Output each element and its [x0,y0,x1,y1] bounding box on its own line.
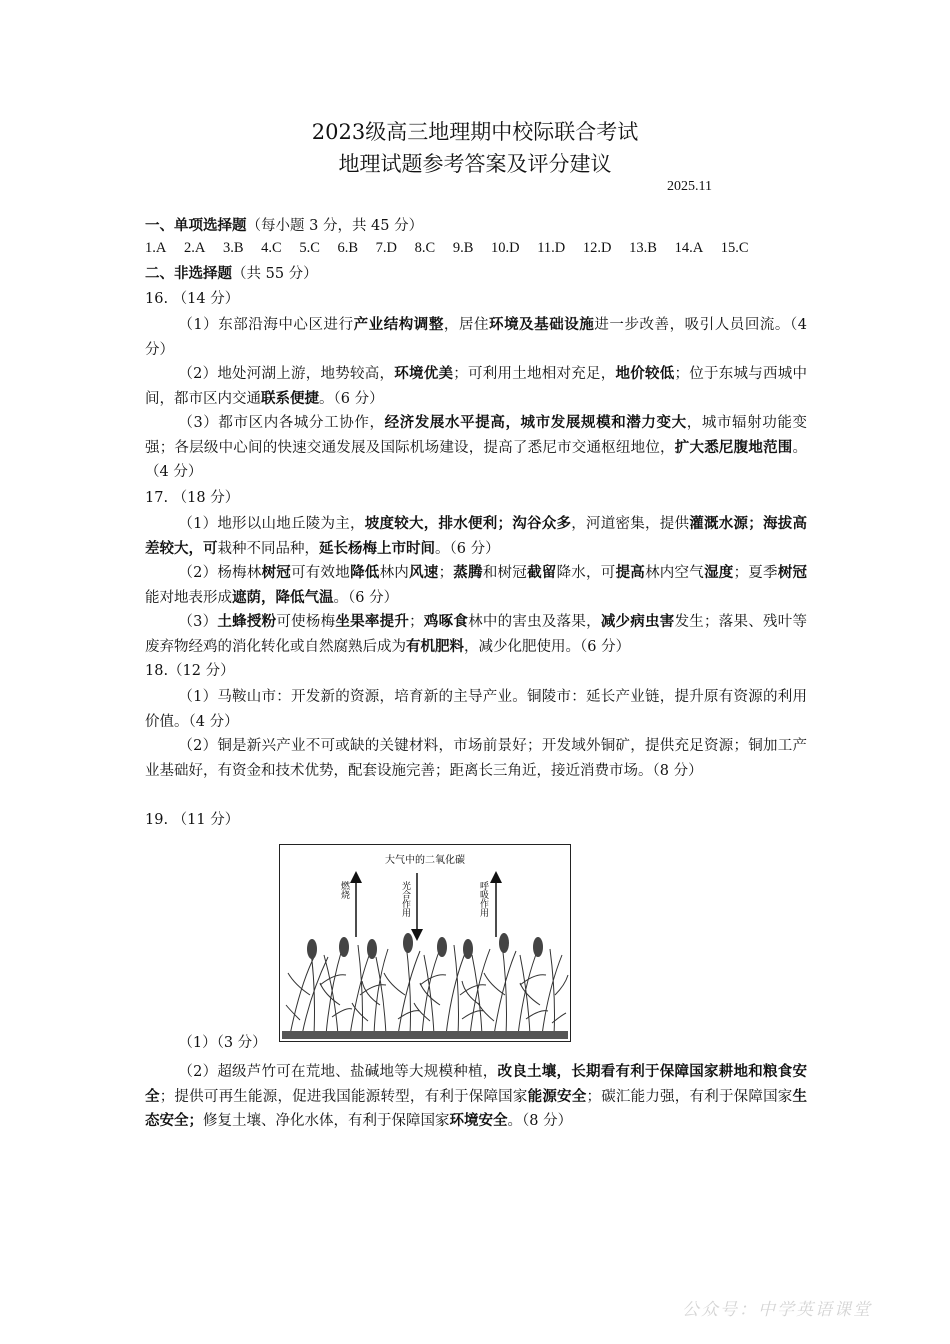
answer-item: 6.B [337,240,359,256]
q16-part1: （1）东部沿海中心区进行产业结构调整，居住环境及基础设施进一步改善，吸引人员回流。（4 分） [145,316,807,358]
arrow-label-combustion: 燃烧 [339,881,349,899]
section2-heading [145,264,318,284]
answer-item: 15.C [720,240,749,256]
q17-part2: （2）杨梅林树冠可有效地降低林内风速；蒸腾和树冠截留降水，可提高林内空气湿度；夏季树冠能对地表形成遮荫，降低气温。（6 分） [145,564,808,606]
q18-part2: （2）铜是新兴产业不可或缺的关键材料，市场前景好；开发域外铜矿，提供充足资源；铜加工产业基础好，有资金和技术优势，配套设施完善；距离长三角近，接近消费市场。（8 分） [145,738,807,779]
q17-part1: （1）地形以山地丘陵为主，坡度较大，排水便利；沟谷众多，河道密集，提供灌溉水源；海拔高差较大，可栽种不同品种，延长杨梅上市时间。（6 分） [145,515,808,557]
arrow-label-photosynthesis: 光合作用 [400,881,410,917]
answer-item: 2.A [183,240,206,256]
section1-note: （每小题 3 分，共 45 分） [246,218,424,234]
section1-title: 一、单项选择题 [145,217,247,234]
answer-item: 13.B [629,240,657,256]
page-title: 2023级高三地理期中校际联合考试 [311,120,639,144]
answer-item: 7.D [375,240,398,256]
reed-plants-illustration [286,943,568,1035]
q19-part1: （1）（3 分） [178,1035,267,1051]
q19-part2: （2）超级芦竹可在荒地、盐碱地等大规模种植，改良土壤，长期看有利于保障国家耕地和粮食安全；提供可再生能源，促进我国能源转型，有利于保障国家能源安全；碳汇能力强，有利于保障国家生态安全；修复土壤、净化水体，有利于保障国家环境安全。（8 分） [145,1063,808,1129]
q17-part3: （3）土蜂授粉可使杨梅坐果率提升；鸡啄食林中的害虫及落果，减少病虫害发生；落果、残叶等废弃物经鸡的消化转化或自然腐熟后成为有机肥料，减少化肥使用。（6 分） [145,613,808,655]
answer-item: 10.D [490,240,520,256]
q19-number: 19. （11 分） [145,812,240,828]
section2-note: （共 55 分） [232,266,318,282]
answer-item: 9.B [452,240,474,256]
carbon-cycle-diagram [280,845,570,1041]
exam-date: 2025.11 [667,179,712,194]
answer-item: 4.C [261,240,282,256]
q16-part3: （3）都市区内各城分工协作，经济发展水平提高，城市发展规模和潜力变大，城市辐射功能变强；各层级中心间的快速交通发展及国际机场建设，提高了悉尼市交通枢纽地位，扩大悉尼腹地范围。（4 分） [145,414,808,480]
section1-heading [145,216,423,236]
carbon-cycle-figure [279,844,571,1042]
answer-item: 12.D [582,240,612,256]
answer-item: 1.A [145,240,167,256]
q18-part1: （1）马鞍山市：开发新的资源，培育新的主导产业。铜陵市：延长产业链，提升原有资源的利用价值。（4 分） [145,689,807,730]
q18-number: 18.（12 分） [145,663,235,679]
q16-number: 16. （14 分） [145,291,240,307]
answer-item: 3.B [222,240,244,256]
watermark: 公众号：中学英语课堂 [682,1300,872,1320]
page-subtitle: 地理试题参考答案及评分建议 [338,152,612,176]
answer-list [145,240,749,257]
answer-item: 11.D [537,240,566,256]
reed-plumes [307,933,543,959]
section2-title: 二、非选择题 [145,265,232,282]
q16-part2: （2）地处河湖上游，地势较高，环境优美；可利用土地相对充足，地价较低；位于东城与西城中间，都市区内交通联系便捷。（6 分） [145,365,808,407]
answer-item: 14.A [674,240,704,256]
arrow-label-respiration: 呼吸作用 [478,881,488,917]
q17-number: 17. （18 分） [145,490,240,506]
co2-label: 大气中的二氧化碳 [385,855,465,866]
answer-item: 8.C [414,240,436,256]
answer-item: 5.C [299,240,320,256]
